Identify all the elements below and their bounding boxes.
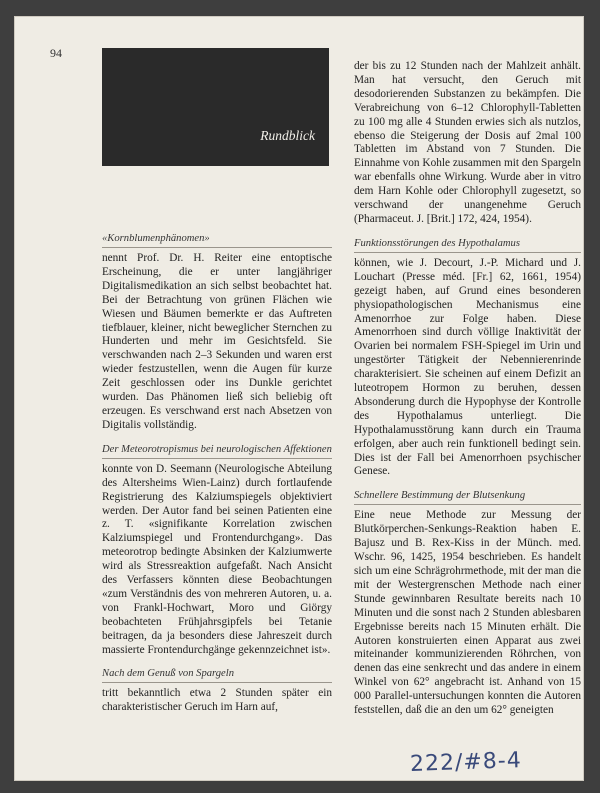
heading-rule [354, 252, 581, 253]
article-heading: Schnellere Bestimmung der Blutsenkung [354, 490, 526, 502]
page-number: 94 [50, 46, 62, 60]
article-body: Eine neue Methode zur Messung der Blutkörperchen-Senkungs-Reaktion haben E. Bajusz und B. Rex-Kiss in der Münch. med. Wschr. 96, 1425, 1954 beschrieben. Es handelt sich um eine Schrägrohrmethode, mit der man die mit der Westergrenschen Methode nach einer Stunde gewinnbaren Resultate bereits nach 10 Minuten und die sonst nach 2 Stunden ablesbaren Ergebnisse bereits nach 15 Minuten erhält. Die Autoren konstruierten einen Apparat aus zwei miteinander kommunizierenden Röhrchen, von denen das eine senkrecht und das andere in einem Winkel von 62° angebracht ist. Anhand von 15 000 Parallel-untersuchungen konnten die Autoren feststellen, daß die an den um 62° geneigten [354, 509, 581, 717]
heading-rule [102, 682, 332, 683]
banner-title: Rundblick [260, 128, 315, 143]
article-heading: Nach dem Genuß von Spargeln [102, 668, 235, 680]
right-column [354, 60, 581, 718]
article-body: konnte von D. Seemann (Neurologische Abteilung des Altersheims Wien-Lainz) durch fortlaufende Registrierung des Kalziumspiegels objektiviert werden. Der Autor fand bei seinen Patienten eine z. T. «signifikante Korrelation zwischen Kalziumspiegel und Frontendurchgang». Das meteorotrop bedingte Absinken der Kalziumwerte wird als Stressreaktion aufgefaßt. Nach Ansicht des Verfassers könnten diese Beobachtungen «zum Verständnis des von mehreren Autoren, u. a. von Frankl-Hochwart, Moro und Giörgy beobachteten Frühjahrsgipfels bei Tetanie beitragen, da ja besonders diese Jahreszeit durch massierte Frontendurchgänge gekennzeichnet ist». [102, 462, 332, 656]
handwritten-annotation: 222/#8-4 [409, 748, 523, 777]
article-heading: Der Meteorotropismus bei neurologischen Affektionen [102, 443, 332, 455]
article-body: können, wie J. Decourt, J.-P. Michard und J. Louchart (Presse méd. [Fr.] 62, 1661, 1954) gezeigt haben, auf Grund eines besonderen physiopathologischen Mechanismus eine Amenorrhoe zur Folge haben. Diese Amenorrhoen sind durch völlige Inaktivität der Ovarien bei normalem FSH-Spiegel im Urin und ungestörter Tätigkeit der Nebennierenrinde charakterisiert. Sie scheinen auf einem Defizit an luteotropem Hormon zu beruhen, dessen Absonderung durch die Hypophyse der Kontrolle des Hypothalamus unterliegt. Die Hypothalamusstörung kann durch ein Trauma erfolgen, aber auch rein funktionell bedingt sein. Dies ist der Fall bei Amenorrhoen psychischer Genese. [354, 256, 581, 478]
article-heading: Funktionsstörungen des Hypothalamus [354, 237, 520, 249]
article-body: nennt Prof. Dr. H. Reiter eine entoptische Erscheinung, die er unter langjähriger Digitalismedikation an sich selbst beobachtet hat. Bei der Betrachtung von grünen Flächen wie Wiesen und Bäumen bemerkte er das Auftreten tiefblauer, kleiner, nicht beweglicher Sternchen zu Hunderten und mehr im Gesichtsfeld. Sie verschwanden nach 2–3 Sekunden und waren erst wieder festzustellen, wenn die Augen für kurze Zeit geschlossen oder ins Dunkle gerichtet wurden. Das Phänomen ließ sich beliebig oft erzeugen. Es verschwand erst nach Absetzen von Digitalis vollständig. [102, 252, 332, 431]
article-body: der bis zu 12 Stunden nach der Mahlzeit anhält. Man hat versucht, den Geruch mit desodorierenden Substanzen zu bekämpfen. Die Verabreichung von 6–12 Chlorophyll-Tabletten zu 100 mg alle 4 Stunden erwies sich als nutzlos, ebenso die Steigerung der Dosis auf 2mal 100 Tabletten im Abstand von 7 Stunden. Die Einnahme von Kohle zusammen mit den Spargeln war ebenfalls ohne Wirkung. Wurde aber in vitro dem Harn Kohle oder Chlorophyll zugesetzt, so verschwand der unangenehme Geruch (Pharmaceut. J. [Brit.] 172, 424, 1954). [354, 60, 581, 225]
document-page [14, 16, 584, 781]
left-column [102, 232, 332, 715]
heading-rule [102, 458, 332, 459]
article-body: tritt bekanntlich etwa 2 Stunden später ein charakteristischer Geruch im Harn auf, [102, 687, 332, 714]
heading-rule [354, 504, 581, 505]
article-heading: «Kornblumenphänomen» [102, 233, 210, 244]
section-banner [102, 48, 329, 166]
heading-rule [102, 247, 332, 248]
